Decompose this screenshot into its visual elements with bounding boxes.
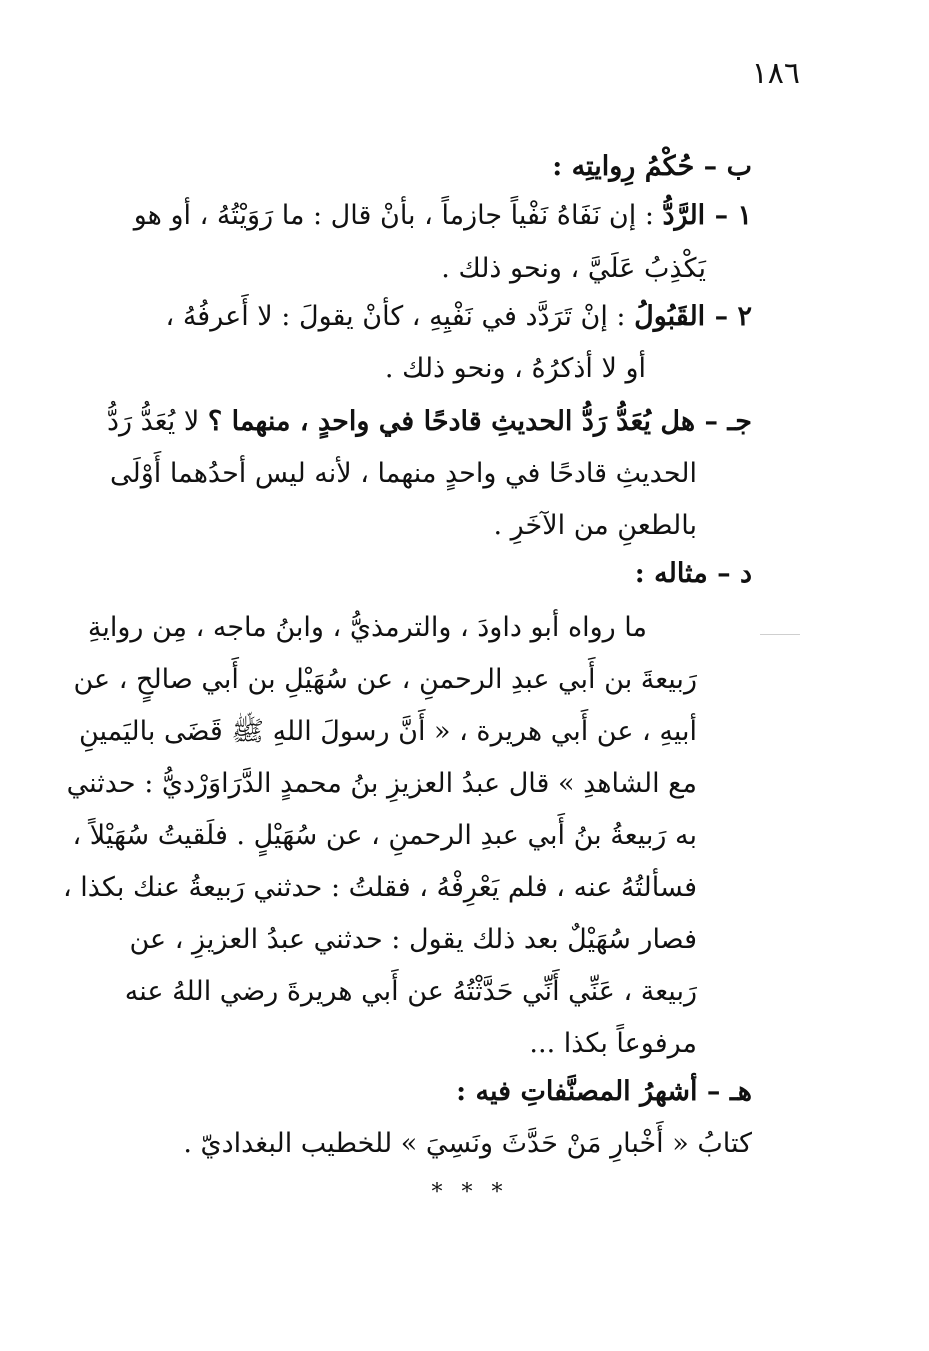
text-line: بالطعنِ من الآخَرِ .	[493, 510, 697, 541]
text-line: رَبيعةَ بن أَبي عبدِ الرحمنِ ، عن سُهَيْلِ بن أَبي صالحٍ ، عن	[73, 664, 697, 695]
text-line: أبيهِ ، عن أَبي هريرة ، « أَنَّ رسولَ اللهِ ﷺ قَضَى باليَمينِ	[78, 716, 697, 747]
text-line: رَبيعة ، عَنِّي أَنِّي حَدَّثْتُهُ عن أَبي هريرةَ رضي اللهُ عنه	[124, 976, 697, 1007]
section-heading-jeem: جـ – هل يُعَدُّ رَدُّ الحديثِ قادحًا في واحدٍ ، منهما ؟	[207, 406, 752, 437]
text-line: جـ – هل يُعَدُّ رَدُّ الحديثِ قادحًا في واحدٍ ، منهما ؟ لا يُعَدُّ رَدُّ	[106, 406, 752, 437]
text-line: ما رواه أبو داودَ ، والترمذيُّ ، وابنُ ماجه ، مِن روايةِ	[87, 612, 647, 643]
item-heading-rejection: ١ – الرَّدُّ	[662, 200, 752, 231]
text-line: فصار سُهَيْلٌ بعد ذلك يقول : حدثني عبدُ العزيزِ ، عن	[129, 924, 697, 955]
section-heading-dal: د – مثاله :	[634, 558, 752, 589]
text-line: يَكْذِبُ عَلَيَّ ، ونحو ذلك .	[441, 253, 706, 284]
text-line: ٢ – القَبُولُ : إنْ تَرَدَّد في نَفْيِهِ ، كأنْ يقولَ : لا أَعرفُهُ ،	[165, 301, 752, 332]
text-line: مرفوعاً بكذا ...	[529, 1028, 697, 1059]
item-heading-acceptance: ٢ – القَبُولُ	[634, 301, 752, 332]
margin-mark	[760, 634, 800, 635]
text-line: الحديثِ قادحًا في واحدٍ منهما ، لأنه ليس أحدُهما أَوْلَى	[110, 458, 697, 489]
separator-stars: * * *	[431, 1180, 509, 1205]
text-line: ١ – الرَّدُّ : إن نَفَاهُ نَفْياً جازماً ، بأنْ قال : ما رَوَيْتُهُ ، أو هو	[133, 200, 752, 231]
text-line: كتابُ « أَخْبارِ مَنْ حَدَّثَ ونَسِيَ » للخطيب البغداديّ .	[183, 1128, 752, 1159]
text-line: أو لا أذكرُهُ ، ونحو ذلك .	[384, 353, 646, 384]
text-line: فسألتُهُ عنه ، فلم يَعْرِفْهُ ، فقلتُ : حدثني رَبيعةُ عنك بكذا ،	[62, 872, 697, 903]
section-heading-ha: هـ – أشهرُ المصنَّفاتِ فيه :	[456, 1076, 752, 1107]
text-line	[456, 1066, 752, 1118]
section-heading-b: ب – حُكْمُ رِوايتِه :	[552, 151, 752, 182]
text-line	[552, 141, 752, 193]
text-line	[635, 548, 752, 600]
text-line: مع الشاهدِ » قال عبدُ العزيزِ بنُ محمدٍ الدَّرَاوَرْديُّ : حدثني	[66, 768, 697, 799]
text-line: به رَبيعةُ بنُ أَبي عبدِ الرحمنِ ، عن سُهَيْلٍ . فلَقيتُ سُهَيْلاً ،	[72, 820, 697, 851]
page-number: ١٨٦	[751, 56, 800, 91]
